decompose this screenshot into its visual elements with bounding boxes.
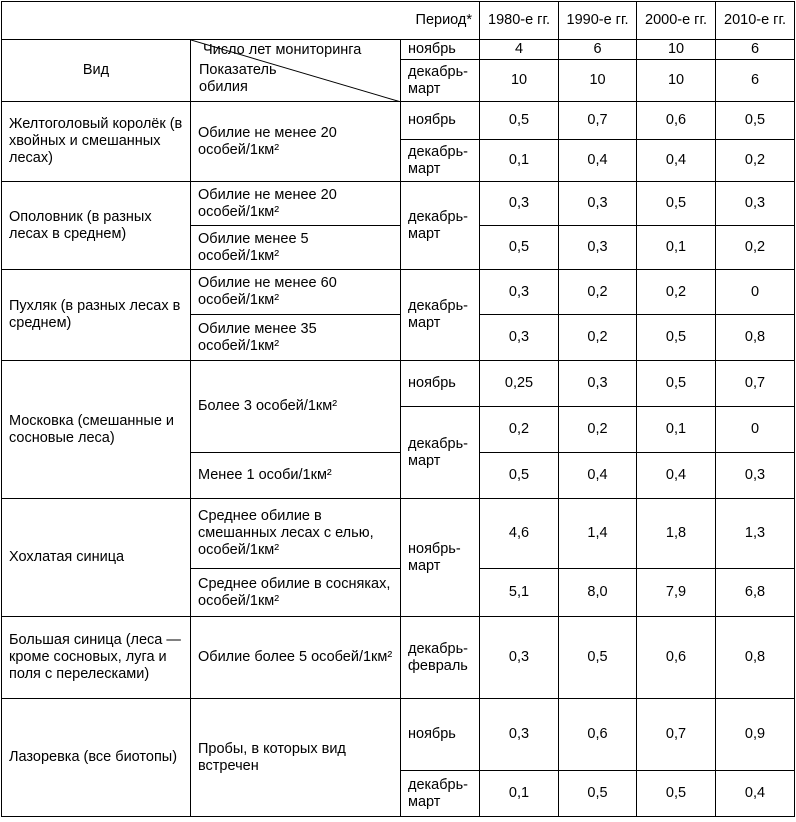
- value-cell: 1,3: [716, 499, 795, 569]
- value-cell: 4: [480, 40, 559, 60]
- indicator-cell: Обилие менее 5 особей/1км²: [191, 226, 401, 270]
- value-cell: 1,8: [637, 499, 716, 569]
- value-cell: 0,3: [559, 182, 637, 226]
- value-cell: 0,2: [559, 270, 637, 315]
- value-cell: 0,5: [637, 361, 716, 407]
- indicator-cell: Обилие не менее 60 особей/1км²: [191, 270, 401, 315]
- indicator-cell: Среднее обилие в смешанных лесах с елью, особей/1км²: [191, 499, 401, 569]
- table-row: [2, 361, 795, 407]
- value-cell: 0,7: [559, 102, 637, 140]
- indicator-cell: Обилие не менее 20 особей/1км²: [191, 182, 401, 226]
- header-row: [2, 2, 795, 40]
- value-cell: 0,6: [637, 617, 716, 699]
- species-name: Ополовник (в разных лесах в среднем): [2, 182, 191, 270]
- indicator-cell: Обилие более 5 особей/1км²: [191, 617, 401, 699]
- years-header: Число лет мониторинга: [203, 42, 362, 58]
- indicator-cell: Обилие менее 35 особей/1км²: [191, 315, 401, 361]
- value-cell: 0,5: [480, 226, 559, 270]
- value-cell: 0: [716, 270, 795, 315]
- value-cell: 0,3: [559, 361, 637, 407]
- value-cell: 0,1: [637, 226, 716, 270]
- value-cell: 0,6: [559, 699, 637, 771]
- value-cell: 0,7: [716, 361, 795, 407]
- bird-abundance-table: [1, 1, 795, 817]
- value-cell: 5,1: [480, 569, 559, 617]
- value-cell: 0,1: [637, 407, 716, 453]
- period-cell: ноябрь: [401, 699, 480, 771]
- period-cell: декабрь-март: [401, 407, 480, 499]
- value-cell: 1,4: [559, 499, 637, 569]
- value-cell: 0,2: [716, 140, 795, 182]
- value-cell: 10: [637, 60, 716, 102]
- species-name: Хохлатая синица: [2, 499, 191, 617]
- table-row: [2, 617, 795, 699]
- value-cell: 0,3: [480, 182, 559, 226]
- period-cell: декабрь-март: [401, 60, 480, 102]
- indicator-cell: Пробы, в которых вид встречен: [191, 699, 401, 817]
- period-cell: декабрь-март: [401, 771, 480, 817]
- period-cell: декабрь-март: [401, 140, 480, 182]
- table-row: [2, 270, 795, 315]
- decade-1990: 1990-е гг.: [559, 2, 637, 40]
- value-cell: 0,5: [637, 315, 716, 361]
- indicator-cell: Среднее обилие в сосняках, особей/1км²: [191, 569, 401, 617]
- species-name: Московка (смешанные и сосновые леса): [2, 361, 191, 499]
- value-cell: 0,3: [716, 453, 795, 499]
- value-cell: 0,5: [637, 771, 716, 817]
- value-cell: 0,5: [480, 102, 559, 140]
- value-cell: 0,3: [480, 617, 559, 699]
- value-cell: 8,0: [559, 569, 637, 617]
- species-name: Большая синица (леса — кроме сосновых, луга и поля с перелесками): [2, 617, 191, 699]
- value-cell: 0,5: [480, 453, 559, 499]
- period-cell: ноябрь: [401, 40, 480, 60]
- value-cell: 10: [480, 60, 559, 102]
- value-cell: 0,4: [559, 140, 637, 182]
- value-cell: 0,4: [716, 771, 795, 817]
- value-cell: 6: [559, 40, 637, 60]
- species-header: Вид: [2, 40, 191, 102]
- indicator-cell: Более 3 особей/1км²: [191, 361, 401, 453]
- species-name: Пухляк (в разных лесах в среднем): [2, 270, 191, 361]
- value-cell: 0,3: [559, 226, 637, 270]
- indicator-cell: Менее 1 особи/1км²: [191, 453, 401, 499]
- table-row: [2, 102, 795, 140]
- table-row: [2, 182, 795, 226]
- value-cell: 0,5: [716, 102, 795, 140]
- value-cell: 0,3: [480, 270, 559, 315]
- decade-1980: 1980-е гг.: [480, 2, 559, 40]
- value-cell: 0,6: [637, 102, 716, 140]
- value-cell: 0,8: [716, 617, 795, 699]
- value-cell: 0,8: [716, 315, 795, 361]
- value-cell: 0,2: [559, 315, 637, 361]
- value-cell: 0,2: [559, 407, 637, 453]
- value-cell: 0,2: [637, 270, 716, 315]
- period-cell: декабрь-февраль: [401, 617, 480, 699]
- table-row: [2, 699, 795, 771]
- value-cell: 0,5: [559, 771, 637, 817]
- monitoring-years-row: [2, 40, 795, 60]
- value-cell: 10: [637, 40, 716, 60]
- value-cell: 0,5: [637, 182, 716, 226]
- value-cell: 6: [716, 60, 795, 102]
- value-cell: 6: [716, 40, 795, 60]
- period-cell: декабрь-март: [401, 270, 480, 361]
- value-cell: 0,1: [480, 771, 559, 817]
- period-cell: ноябрь: [401, 102, 480, 140]
- period-label: Период*: [2, 2, 480, 40]
- species-name: Желтоголовый королёк (в хвойных и смешанных лесах): [2, 102, 191, 182]
- decade-2000: 2000-е гг.: [637, 2, 716, 40]
- table-row: [2, 499, 795, 569]
- value-cell: 0,3: [480, 699, 559, 771]
- value-cell: 0,5: [559, 617, 637, 699]
- value-cell: 10: [559, 60, 637, 102]
- value-cell: 4,6: [480, 499, 559, 569]
- species-name: Лазоревка (все биотопы): [2, 699, 191, 817]
- value-cell: 0,25: [480, 361, 559, 407]
- period-cell: декабрь-март: [401, 182, 480, 270]
- value-cell: 0,4: [637, 140, 716, 182]
- value-cell: 0,4: [559, 453, 637, 499]
- indicator-header: Показатель обилия: [199, 62, 277, 95]
- value-cell: 0,1: [480, 140, 559, 182]
- value-cell: 0: [716, 407, 795, 453]
- value-cell: 0,2: [480, 407, 559, 453]
- value-cell: 0,3: [716, 182, 795, 226]
- indicator-cell: Обилие не менее 20 особей/1км²: [191, 102, 401, 182]
- value-cell: 6,8: [716, 569, 795, 617]
- period-cell: ноябрь: [401, 361, 480, 407]
- diagonal-header-cell: [191, 40, 401, 102]
- value-cell: 0,3: [480, 315, 559, 361]
- value-cell: 0,4: [637, 453, 716, 499]
- decade-2010: 2010-е гг.: [716, 2, 795, 40]
- value-cell: 0,7: [637, 699, 716, 771]
- value-cell: 0,2: [716, 226, 795, 270]
- period-cell: ноябрь-март: [401, 499, 480, 617]
- value-cell: 7,9: [637, 569, 716, 617]
- value-cell: 0,9: [716, 699, 795, 771]
